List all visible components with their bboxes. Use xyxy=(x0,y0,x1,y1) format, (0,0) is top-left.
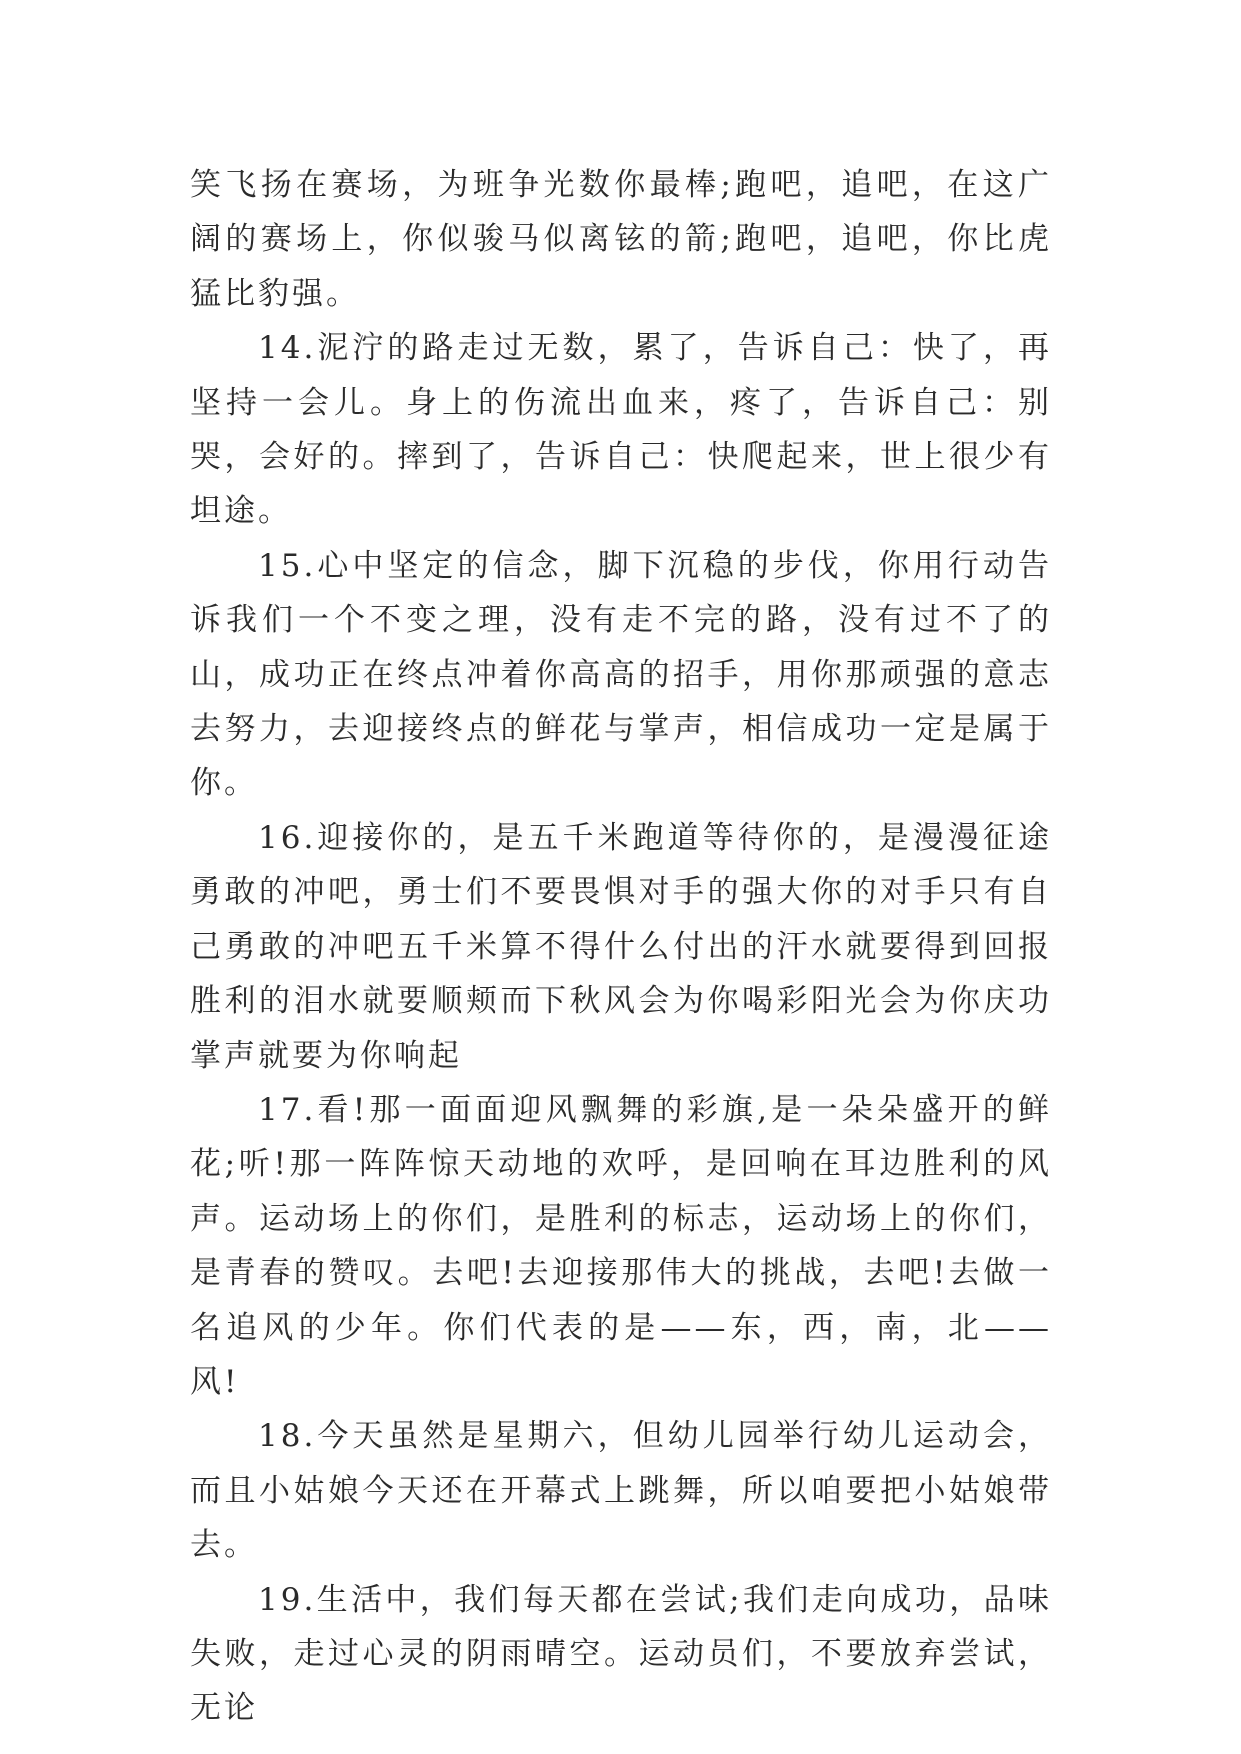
paragraph-19: 19.生活中，我们每天都在尝试;我们走向成功，品味失败，走过心灵的阴雨晴空。运动员们，不要放弃尝试，无论 xyxy=(190,1581,1052,1727)
paragraph-13-continuation: 笑飞扬在赛场，为班争光数你最棒;跑吧，追吧，在这广阔的赛场上，你似骏马似离铉的箭;跑吧，追吧，你比虎猛比豹强。 xyxy=(190,167,1052,312)
paragraph-17: 17.看!那一面面迎风飘舞的彩旗,是一朵朵盛开的鲜花;听!那一阵阵惊天动地的欢呼，是回响在耳边胜利的风声。运动场上的你们，是胜利的标志，运动场上的你们，是青春的赞叹。去吧!去迎接那伟大的挑战，去吧!去做一名追风的少年。你们代表的是——东，西，南，北——风! xyxy=(190,1091,1052,1400)
document-body xyxy=(190,158,1052,1736)
paragraph-14: 14.泥泞的路走过无数，累了，告诉自己：快了，再坚持一会儿。身上的伤流出血来，疼了，告诉自己：别哭，会好的。摔到了，告诉自己：快爬起来，世上很少有坦途。 xyxy=(190,330,1052,530)
paragraph-18: 18.今天虽然是星期六，但幼儿园举行幼儿运动会，而且小姑娘今天还在开幕式上跳舞，所以咱要把小姑娘带去。 xyxy=(190,1418,1052,1564)
paragraph-15: 15.心中坚定的信念，脚下沉稳的步伐，你用行动告诉我们一个不变之理，没有走不完的路，没有过不了的山，成功正在终点冲着你高高的招手，用你那顽强的意志去努力，去迎接终点的鲜花与掌声，相信成功一定是属于你。 xyxy=(190,547,1052,802)
paragraph-16: 16.迎接你的，是五千米跑道等待你的，是漫漫征途勇敢的冲吧，勇士们不要畏惧对手的强大你的对手只有自己勇敢的冲吧五千米算不得什么付出的汗水就要得到回报胜利的泪水就要顺颊而下秋风会为你喝彩阳光会为你庆功掌声就要为你响起 xyxy=(190,819,1052,1074)
